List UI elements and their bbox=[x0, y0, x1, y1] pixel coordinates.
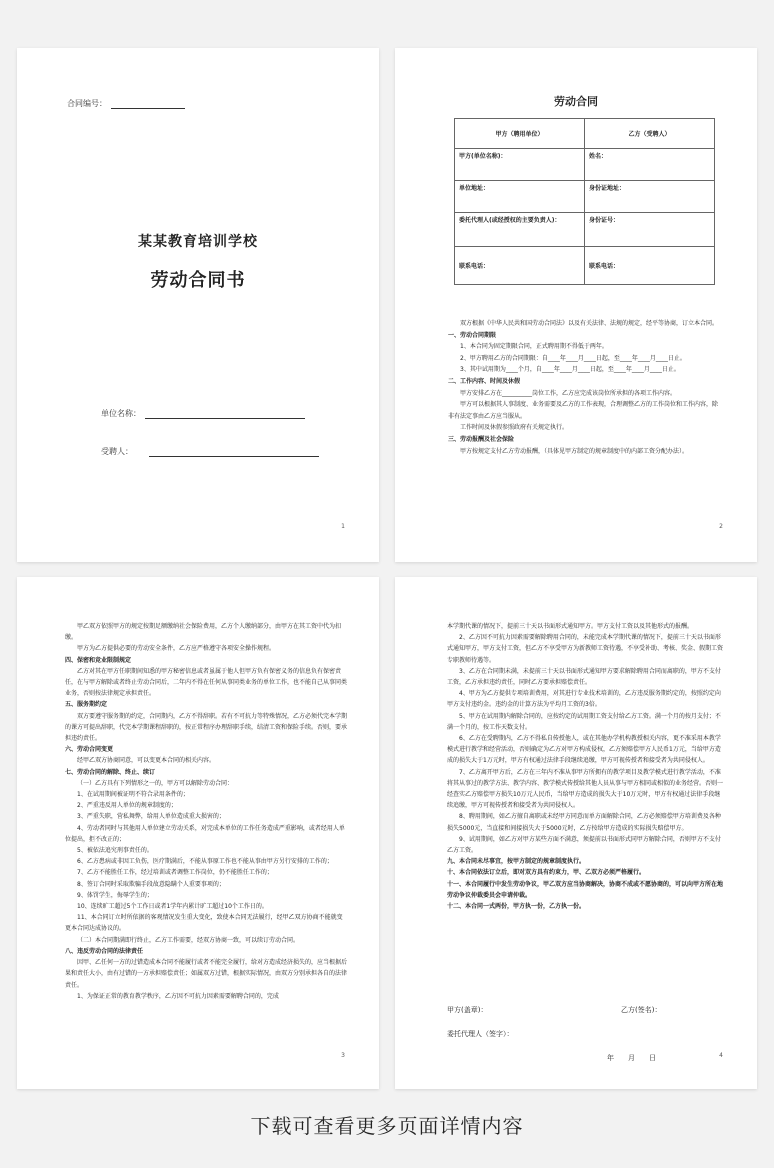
page-1-cover bbox=[17, 48, 379, 562]
paragraph: 9、试用期间，如乙方对甲方某些方面不满意，须提前以书面形式同甲方解除合同，否则甲方不支付乙方工资。 bbox=[447, 835, 721, 855]
paragraph: 甲方为乙方提供必要的劳动安全条件，乙方应严格遵守各项安全操作规程。 bbox=[77, 645, 276, 653]
unit-name-label: 单位名称： bbox=[101, 409, 141, 418]
paragraph: 2、严重违反用人单位的规章制度的； bbox=[77, 802, 177, 810]
paragraph: 经甲乙双方协商同意，可以变更本合同的相关内容。 bbox=[77, 757, 216, 765]
paragraph: 11、本合同订立时所依据的客观情况发生重大变化，致使本合同无法履行，经甲乙双方协商不能就变更本合同达成协议的。 bbox=[65, 914, 343, 933]
paragraph: 1、本合同为固定期限合同，正式聘用期不得低于两年。 bbox=[460, 343, 608, 351]
party-table-header bbox=[455, 119, 715, 149]
paragraph: 5、甲方在试用期内解除合同的，应按约定的试用期工资支付给乙方工资。满一个月的按月支付；不满一个月的，按工作天数支付。 bbox=[447, 712, 721, 731]
paragraph: 8、签订合同时采取欺骗手段故意隐瞒个人重要事项的； bbox=[77, 880, 225, 888]
section-heading: 七、劳动合同的解除、终止、续订 bbox=[65, 768, 156, 776]
party-table bbox=[454, 118, 715, 285]
paragraph: 甲方可以根据其人事制度、业务需要及乙方的工作表现，合理调整乙方的工作岗位和工作内容，除非有法定事由乙方应当服从。 bbox=[448, 401, 719, 420]
paragraph: 乙方对其在甲方任职期间知悉的甲方秘密信息或者虽属于他人但甲方负有保密义务的信息负有保密责任，在与甲方解除或者终止劳动合同后，二年内不得在任何从事同类业务的单位工作，也不能自己从事同类业务，否则按法律规定承担责任。 bbox=[65, 667, 348, 698]
page-2-body bbox=[448, 318, 723, 457]
paragraph: 工作时间及休假参照政府有关规定执行。 bbox=[460, 424, 569, 432]
unit-name-field bbox=[101, 408, 305, 419]
party-b-phone-cell: 联系电话： bbox=[585, 247, 715, 285]
party-a-header: 甲方（聘用单位） bbox=[455, 119, 585, 149]
section-heading: 八、违反劳动合同的法律责任 bbox=[65, 947, 144, 955]
paragraph: 7、乙方不能胜任工作，经过培训或者调整工作岗位，仍不能胜任工作的； bbox=[77, 869, 273, 877]
section-heading: 九、本合同未尽事宜，按甲方制定的规章制度执行。 bbox=[447, 858, 586, 866]
employee-label: 受聘人： bbox=[101, 447, 133, 456]
unit-name-line bbox=[145, 410, 305, 419]
section-heading: 十二、本合同一式两份，甲方执一份，乙方执一份。 bbox=[447, 903, 586, 911]
employee-field bbox=[101, 446, 319, 457]
contract-heading: 劳动合同 bbox=[554, 95, 598, 108]
paragraph: 因甲、乙任何一方的过错造成本合同不能履行或者不能完全履行，给对方造成经济损失的，应当根据后果和责任大小，由有过错的一方承担赔偿责任；如属双方过错，根据实际情况，由双方分别承担各自的法律责任。 bbox=[65, 959, 348, 989]
party-b-header: 乙方（受聘人） bbox=[585, 119, 715, 149]
agent-signature-label: 委托代理人（签字）： bbox=[447, 1030, 514, 1038]
signing-date: 年 月 日 bbox=[607, 1054, 656, 1062]
paragraph: 6、乙方患病或非因工负伤，医疗期满后，不能从事原工作也不能从事由甲方另行安排的工作的； bbox=[77, 858, 333, 866]
paragraph: 9、体罚学生，侮辱学生的； bbox=[77, 891, 153, 899]
section-heading: 六、劳动合同变更 bbox=[65, 746, 114, 754]
paragraph: 甲方安排乙方在__________岗位工作，乙方应完成该岗位所承担的各项工作内容。 bbox=[460, 389, 677, 397]
paragraph: 甲方按规定支付乙方劳动报酬，（具体见甲方制定的规章制度中的内部工资分配办法）。 bbox=[460, 447, 689, 455]
paragraph: 6、乙方在受聘期内，乙方不得私自传授他人，或在其他办学机构教授相关内容，更不准采用本教学模式进行教学和经营活动，否则确定为乙方对甲方构成侵权，乙方须赔偿甲方人民币1万元，当给甲方造成的损失大于1万元时，甲方有权通过法律手段继续追缴，甲方可视传授者和接受者为共同侵权人。 bbox=[447, 735, 721, 765]
page-number: 2 bbox=[719, 523, 723, 530]
page-3-body bbox=[65, 621, 347, 1002]
section-heading: 一、劳动合同期限 bbox=[448, 331, 497, 339]
paragraph: 3、严重失职，营私舞弊，给用人单位造成重大损害的； bbox=[77, 813, 225, 821]
paragraph: 10、连续旷工超过5个工作日或者1学年内累计旷工超过10个工作日的。 bbox=[77, 903, 268, 911]
section-heading: 十一、本合同履行中发生劳动争议，甲乙双方应当协商解决，协商不成或不愿协商的，可以向甲方所在地劳动争议仲裁委员会申请仲裁。 bbox=[447, 880, 724, 899]
paragraph: 1、在试用期间被证明不符合录用条件的； bbox=[77, 791, 189, 799]
document-title: 劳动合同书 bbox=[150, 270, 246, 291]
table-row bbox=[455, 213, 715, 247]
paragraph: 3、其中试用期为____个月，自____年____月____日起，至____年____月____日止。 bbox=[460, 366, 680, 374]
party-a-seal-label: 甲方(盖章)： bbox=[447, 1006, 488, 1014]
contract-number-label: 合同编号： bbox=[67, 99, 107, 108]
paragraph: （一）乙方具有下列情形之一的，甲方可以解除劳动合同： bbox=[77, 779, 234, 787]
paragraph: 1、为保证正常的教育教学秩序，乙方因不可抗力因素需要解聘合同的，完成 bbox=[77, 992, 279, 1000]
paragraph: 7、乙方离开甲方后，乙方在三年内不准从事甲方所拥有的教学项目及教学模式进行教学活动，不准将其从事过的教学方法、教学内容、教学模式传授给其他人员从事与甲方相同或相似的业务经营。否则一经查实乙方赔偿甲方损失10万元人民币，当给甲方造成的损失大于10万元时，甲方有权通过法律手段继续追缴，甲方可视传授者和接受者为共同侵权人。 bbox=[447, 768, 724, 810]
party-b-id-number-cell: 身份证号： bbox=[585, 213, 715, 247]
paragraph: 2、甲方聘用乙方的合同期限：自____年____月____日起，至____年____月____日止。 bbox=[460, 354, 686, 362]
paragraph: 8、聘用期间，如乙方擅自离职或未经甲方同意而单方面解除合同，乙方必须赔偿甲方培训费及各种损失5000元，当直接和间接损失大于5000元时，乙方按给甲方造成的实际损失赔偿甲方。 bbox=[447, 813, 721, 832]
page-number: 1 bbox=[341, 523, 345, 530]
party-b-name-cell: 姓名： bbox=[585, 149, 715, 181]
party-a-agent-cell: 委托代理人(或经授权的主要负责人)： bbox=[455, 213, 585, 247]
section-heading: 五、服务期约定 bbox=[65, 701, 108, 709]
section-heading: 十、本合同依法订立后，即对双方具有约束力，甲、乙双方必须严格履行。 bbox=[447, 869, 646, 877]
table-row bbox=[455, 247, 715, 285]
paragraph: 4、甲方为乙方提供专项培训费用，对其进行专业技术培训的，乙方违反服务期约定的，按照约定向甲方支付违约金。违约金的计算方法为平均月工资的3倍。 bbox=[447, 690, 721, 709]
party-a-address-cell: 单位地址： bbox=[455, 181, 585, 213]
page-2 bbox=[395, 48, 757, 562]
paragraph: 双方根据《中华人民共和国劳动合同法》以及有关法律、法规的规定，经平等协商，订立本合同。 bbox=[460, 320, 719, 327]
paragraph: （二）本合同期满即行终止，乙方工作需要，经双方协商一致，可以续订劳动合同。 bbox=[77, 936, 300, 944]
page-number: 3 bbox=[341, 1052, 345, 1059]
paragraph: 甲乙双方依照甲方的规定按期足额缴纳社会保险费用，乙方个人缴纳部分，由甲方在其工资中代为扣缴。 bbox=[65, 623, 342, 642]
table-row bbox=[455, 149, 715, 181]
school-name: 某某教育培训学校 bbox=[138, 234, 258, 250]
page-number: 4 bbox=[719, 1052, 723, 1059]
party-b-id-address-cell: 身份证地址： bbox=[585, 181, 715, 213]
section-heading: 四、保密和竞业限制规定 bbox=[65, 656, 132, 664]
paragraph: 5、被依法追究刑事责任的。 bbox=[77, 847, 153, 855]
paragraph: 双方要遵守服务期的约定，合同期内，乙方不得辞职。若有不可抗力等特殊情况，乙方必须代完本学期的课方可提出辞职，代完本学期课程辞职的，按正常程序办理辞职手续，结清工资和保险手续。否则，要承担违约责任。 bbox=[65, 712, 348, 743]
party-b-signature-label: 乙方(签名)： bbox=[621, 1006, 662, 1014]
contract-number-field bbox=[67, 98, 185, 109]
paragraph: 本学期代课的情况下，提前三十天以书面形式通知甲方。甲方支付工资以及其他形式的报酬。 bbox=[447, 623, 694, 630]
page-4-body bbox=[447, 621, 725, 912]
table-row bbox=[455, 181, 715, 213]
party-a-phone-cell: 联系电话： bbox=[455, 247, 585, 285]
paragraph: 2、乙方因不可抗力因素需要解除聘用合同的，未能完成本学期代课的情况下，提前三十天以书面形式通知甲方，甲方支付工资，但乙方不享受甲方为新教师工资待遇，不享受补助、考核、奖金、假期工资专职教师待遇等。 bbox=[447, 634, 724, 664]
page-3 bbox=[17, 577, 379, 1089]
download-more-prompt[interactable]: 下载可查看更多页面详情内容 bbox=[250, 1114, 524, 1138]
employee-line bbox=[149, 448, 319, 457]
contract-number-line bbox=[111, 100, 185, 109]
page-4 bbox=[395, 577, 757, 1089]
section-heading: 三、劳动报酬及社会保险 bbox=[448, 435, 515, 443]
party-a-name-cell: 甲方(单位名称)： bbox=[455, 149, 585, 181]
paragraph: 3、乙方在合同期未满，未提前三十天以书面形式通知甲方要求解除聘用合同而离职的，甲方不支付工资，乙方承担违约责任，同时乙方要承担赔偿责任。 bbox=[447, 667, 721, 687]
section-heading: 二、工作内容、时间及休假 bbox=[448, 377, 521, 385]
paragraph: 4、劳动者同时与其他用人单位建立劳动关系，对完成本单位的工作任务造成严重影响，或者经用人单位提出，拒不改正的； bbox=[65, 824, 345, 843]
